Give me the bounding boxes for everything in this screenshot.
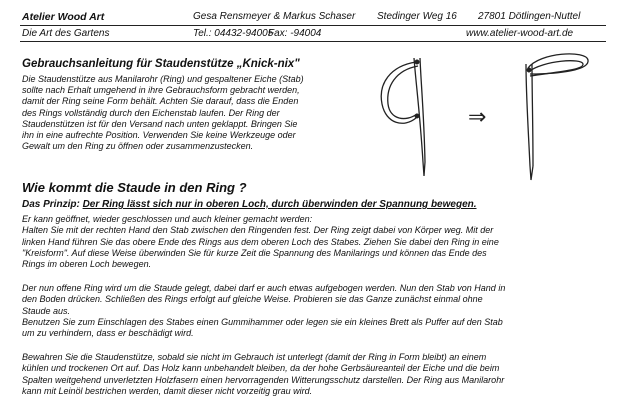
paragraph-line: Spalten weitgehend unverletzten Holzfasern einen hervorragenden Witterungsschutz darstellen. Der Ring aus Manilarohr <box>22 374 505 385</box>
stake-upright-drawing <box>526 54 588 180</box>
paragraph-placing <box>22 283 610 339</box>
tagline: Die Art des Gartens <box>22 28 110 39</box>
paragraph-storage <box>22 352 610 397</box>
paragraph-opening <box>22 214 610 270</box>
intro-paragraph <box>22 74 342 152</box>
street-address: Stedinger Weg 16 <box>377 11 457 22</box>
paragraph-line: kann mit Leinöl bestrichen werden, damit dieser nicht vorzeitig grau wird. <box>22 385 313 396</box>
paragraph-line: Rings im oberen Loch bewegen. <box>22 259 152 270</box>
paragraph-line: Benutzen Sie zum Einschlagen des Stabes einen Gummihammer oder legen sie ein kleines Brett als Puffer auf den Stab <box>22 316 503 327</box>
paragraph-line: Staude aus. <box>22 305 71 316</box>
paragraph-line: linken Hand führen Sie das obere Ende des Rings aus dem oberen Loch des Stabes. Ziehen Sie dabei den Ring in eine <box>22 236 499 247</box>
intro-line: des Rings vollständig durch den Eichenstab laufen. Der Ring der <box>22 107 280 118</box>
intro-line: Die Staudenstütze aus Manilarohr (Ring) und gespaltener Eiche (Stab) <box>22 74 304 84</box>
telephone: Tel.: 04432-94005 <box>193 28 274 39</box>
intro-line: damit der Ring seine Form behält. Achten Sie darauf, dass die Enden <box>22 96 299 107</box>
paragraph-line: "Kreisform". Auf diese Weise überwinden Sie für kurze Zeit die Spannung des Manilarings und können das Ende des <box>22 247 487 258</box>
owner-names: Gesa Rensmeyer & Markus Schaser <box>193 11 356 22</box>
paragraph-line: kühlen und trockenen Ort auf. Das Holz kann unbehandelt bleiben, da der hohe Gerbsäureanteil der Eiche und die beim <box>22 363 500 374</box>
arrow-icon: ⇒ <box>468 105 487 130</box>
paragraph-line: Er kann geöffnet, wieder geschlossen und auch kleiner gemacht werden: <box>22 214 313 224</box>
plant-support-illustration <box>360 44 600 184</box>
paragraph-line: um zu verhindern, dass er beschädigt wird. <box>22 328 194 339</box>
stake-folded-drawing <box>381 58 425 176</box>
paragraph-line: den Boden drücken. Schließen des Rings erfolgt auf gleiche Weise. Probieren sie das Ganze zunächst einmal ohne <box>22 294 483 305</box>
principle-label: Das Prinzip: <box>22 199 80 210</box>
header-rule-top <box>20 25 606 26</box>
header-rule-bottom <box>20 41 606 42</box>
paragraph-line: Halten Sie mit der rechten Hand den Stab zwischen den Ringenden fest. Der Ring zeigt dabei von Körper weg. Mit der <box>22 225 494 236</box>
paragraph-line: Der nun offene Ring wird um die Staude gelegt, dabei darf er auch etwas aufgebogen werden. Nun den Stab von Hand in <box>22 283 506 293</box>
fax: Fax: -94004 <box>268 28 322 39</box>
intro-line: Gewalt um den Ring zu öffnen oder zusammenzustecken. <box>22 141 254 152</box>
website: www.atelier-wood-art.de <box>466 28 574 39</box>
intro-line: ihn in eine aufrechte Position. Verwenden Sie keine Werkzeuge oder <box>22 130 296 141</box>
principle-line <box>22 199 477 210</box>
city-address: 27801 Dötlingen-Nuttel <box>478 11 581 22</box>
principle-text: Der Ring lässt sich nur in oberen Loch, durch überwinden der Spannung bewegen. <box>82 199 477 210</box>
paragraph-line: Bewahren Sie die Staudenstütze, sobald sie nicht im Gebrauch ist unterlegt (damit der Ring in Form bleibt) an einem <box>22 352 487 362</box>
intro-line: sollte nach Erhalt umgehend in ihre Gebrauchsform gebracht werden, <box>22 85 300 96</box>
intro-line: Staudenstützen ist für den Versand nach unten geklappt. Bringen Sie <box>22 118 298 129</box>
instructions-title: Gebrauchsanleitung für Staudenstütze „Knick-nix" <box>22 58 300 70</box>
section-title: Wie kommt die Staude in den Ring ? <box>22 180 247 195</box>
company-name: Atelier Wood Art <box>22 11 105 23</box>
